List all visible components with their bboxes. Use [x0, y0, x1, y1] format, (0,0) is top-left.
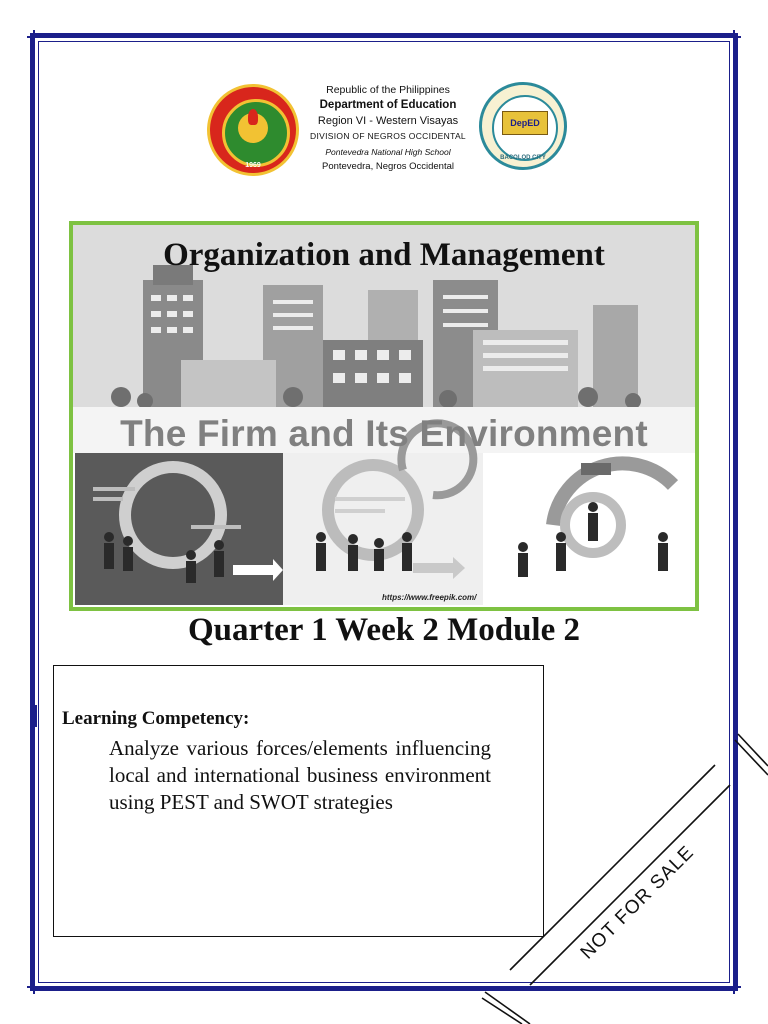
cover-subtitle: The Firm and Its Environment	[120, 413, 648, 454]
header-school: Pontevedra National High School	[325, 147, 451, 157]
header-republic: Republic of the Philippines	[326, 84, 450, 96]
header-division: DIVISION OF NEGROS OCCIDENTAL	[310, 131, 466, 141]
not-for-sale-stamp	[470, 720, 768, 1024]
module-title: Quarter 1 Week 2 Module 2	[187, 612, 580, 648]
header-region: Region VI - Western Visayas	[317, 115, 459, 127]
header-location: Pontevedra, Negros Occidental	[321, 161, 455, 172]
corner-ornament	[27, 980, 41, 994]
competency-label: Learning Competency:	[62, 708, 250, 729]
image-credit: https://www.freepik.com/	[382, 593, 477, 602]
seal-bottom-text: BACOLOD CITY	[500, 155, 546, 161]
corner-ornament	[727, 30, 741, 44]
school-seal-logo	[207, 84, 299, 176]
header-department: Department of Education	[319, 99, 457, 111]
corner-ornament	[27, 30, 41, 44]
cover-title: Organization and Management	[163, 237, 605, 273]
seal-year: 1969	[245, 162, 261, 169]
margin-mark	[34, 705, 37, 727]
cover-illustration	[69, 221, 699, 611]
competency-text: Analyze various forces/elements influencing local and international business environment using PEST and SWOT strategies	[109, 736, 491, 814]
division-seal-logo	[479, 82, 567, 170]
deped-emblem: DepED	[502, 111, 548, 135]
stamp-text: NOT FOR SALE	[576, 841, 699, 964]
